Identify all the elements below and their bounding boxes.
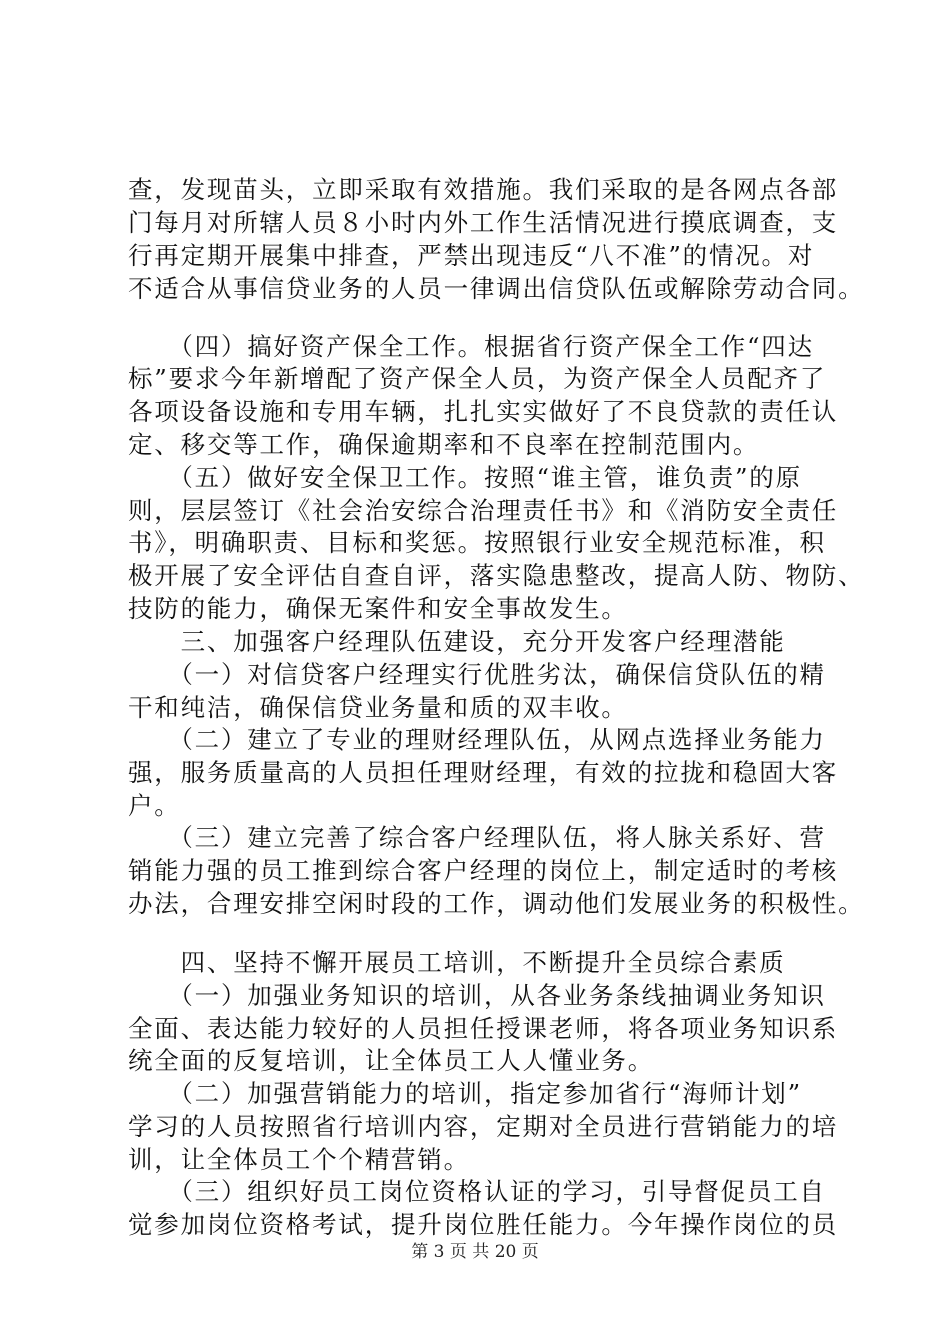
text-line: 销能力强的员工推到综合客户经理的岗位上，制定适时的考核 [128,856,839,885]
section-heading: 四、坚持不懈开展员工培训，不断提升全员综合素质 [128,948,786,977]
section-heading: 三、加强客户经理队伍建设，充分开发客户经理潜能 [128,627,786,656]
text-line: （三）建立完善了综合客户经理队伍，将人脉关系好、营 [128,823,826,852]
text-line: （一）加强业务知识的培训，从各业务条线抽调业务知识 [128,981,826,1010]
text-line: 查，发现苗头，立即采取有效措施。我们采取的是各网点各部 [128,175,839,204]
text-line: 强，服务质量高的人员担任理财经理，有效的拉拢和稳固大客 [128,758,839,787]
text-line: （一）对信贷客户经理实行优胜劣汰，确保信贷队伍的精 [128,660,826,689]
text-line: （二）加强营销能力的培训，指定参加省行“海师计划” [128,1079,802,1108]
text-line: 书》，明确职责、目标和奖惩。按照银行业安全规范标准，积 [128,528,826,557]
text-line: 不适合从事信贷业务的人员一律调出信贷队伍或解除劳动合同。 [128,274,865,303]
page-footer: 第 3 页 共 20 页 [411,1242,539,1262]
text-line: 统全面的反复培训，让全体员工人人懂业务。 [128,1046,654,1075]
text-line: （五）做好安全保卫工作。按照“谁主管，谁负责”的原 [128,463,802,492]
text-line: 训，让全体员工个个精营销。 [128,1145,470,1174]
text-line: （四）搞好资产保全工作。根据省行资产保全工作“四达 [128,332,814,361]
text-line: （三）组织好员工岗位资格认证的学习，引导督促员工自 [128,1177,826,1206]
text-line: 办法，合理安排空闲时段的工作，调动他们发展业务的积极性。 [128,889,865,918]
text-line: 全面、表达能力较好的人员担任授课老师，将各项业务知识系 [128,1014,839,1043]
text-line: 定、移交等工作，确保逾期率和不良率在控制范围内。 [128,430,760,459]
text-line: 干和纯洁，确保信贷业务量和质的双丰收。 [128,693,628,722]
text-line: 技防的能力，确保无案件和安全事故发生。 [128,594,628,623]
text-line: 标”要求今年新增配了资产保全人员，为资产保全人员配齐了 [128,364,827,393]
text-line: 户。 [128,791,181,820]
text-line: （二）建立了专业的理财经理队伍，从网点选择业务能力 [128,725,826,754]
text-line: 门每月对所辖人员８小时内外工作生活情况进行摸底调查，支 [128,208,839,237]
text-line: 行再定期开展集中排查，严禁出现违反“八不准”的情况。对 [128,241,815,270]
text-line: 学习的人员按照省行培训内容，定期对全员进行营销能力的培 [128,1112,839,1141]
text-line: 觉参加岗位资格考试，提升岗位胜任能力。今年操作岗位的员 [128,1210,839,1239]
text-line: 各项设备设施和专用车辆，扎扎实实做好了不良贷款的责任认 [128,397,839,426]
text-line: 极开展了安全评估自查自评，落实隐患整改，提高人防、物防、 [128,561,865,590]
text-line: 则，层层签订《社会治安综合治理责任书》和《消防安全责任 [128,496,839,525]
